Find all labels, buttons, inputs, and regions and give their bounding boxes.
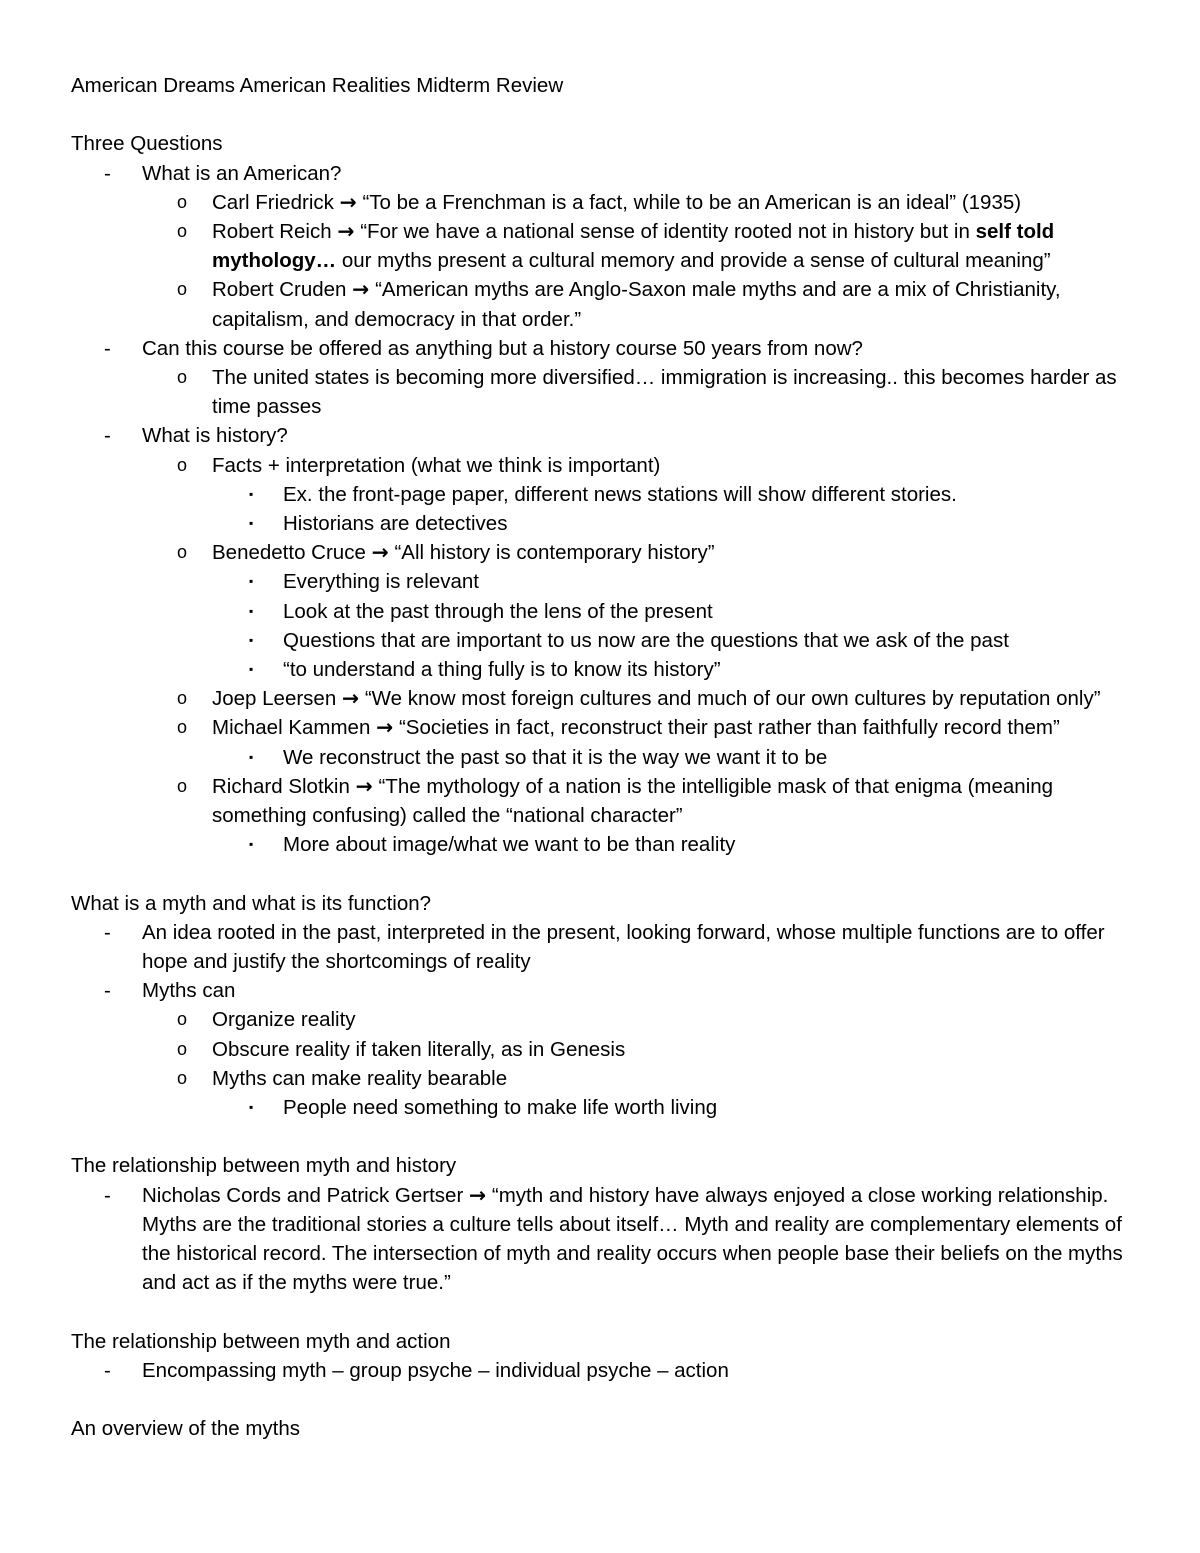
item-text: Organize reality bbox=[212, 1008, 356, 1032]
myth-action-list bbox=[71, 1356, 1140, 1385]
person-name: Carl Friedrick bbox=[212, 190, 334, 214]
arrow-icon: → bbox=[355, 773, 373, 798]
person-name: Richard Slotkin bbox=[212, 774, 350, 798]
list-item bbox=[71, 217, 1140, 275]
list-item bbox=[71, 334, 1140, 363]
item-text: People need something to make life worth living bbox=[283, 1096, 718, 1120]
myth-function-list bbox=[71, 918, 1140, 1122]
list-item bbox=[71, 1356, 1140, 1385]
section-heading-myth-function: What is a myth and what is its function? bbox=[71, 891, 432, 915]
quote-text: “All history is contemporary history” bbox=[394, 541, 715, 565]
list-item bbox=[71, 1181, 1140, 1298]
list-item bbox=[71, 567, 1140, 596]
dash-marker: - bbox=[104, 1183, 111, 1207]
blank-line bbox=[71, 1122, 1140, 1151]
list-item bbox=[71, 451, 1140, 480]
item-text: Ex. the front-page paper, different news stations will show different stories. bbox=[283, 482, 957, 506]
square-marker: ▪ bbox=[249, 662, 254, 677]
list-item bbox=[71, 421, 1140, 450]
arrow-icon: → bbox=[371, 540, 389, 565]
list-item bbox=[71, 363, 1140, 421]
person-name: Joep Leersen bbox=[212, 687, 337, 711]
list-item bbox=[71, 1064, 1140, 1093]
circle-marker: o bbox=[177, 1038, 188, 1059]
quote-text: “Societies in fact, reconstruct their past rather than faithfully record them” bbox=[398, 716, 1060, 740]
dash-marker: - bbox=[104, 1358, 111, 1382]
item-text: Facts + interpretation (what we think is important) bbox=[212, 453, 661, 477]
blank-line bbox=[71, 859, 1140, 888]
list-item bbox=[71, 597, 1140, 626]
section-heading-myth-action: The relationship between myth and action bbox=[71, 1329, 451, 1353]
list-item bbox=[71, 830, 1140, 859]
arrow-icon: → bbox=[339, 189, 357, 214]
myth-history-list bbox=[71, 1181, 1140, 1298]
blank-line bbox=[71, 1385, 1140, 1414]
list-item bbox=[71, 275, 1140, 333]
quote-text: “For we have a national sense of identity rooted not in history but in bbox=[360, 220, 976, 243]
item-text: Can this course be offered as anything but a history course 50 years from now? bbox=[142, 336, 863, 360]
list-item bbox=[71, 1093, 1140, 1122]
circle-marker: o bbox=[177, 454, 188, 475]
person-name: Robert Reich bbox=[212, 220, 332, 243]
item-text: Questions that are important to us now are the questions that we ask of the past bbox=[283, 628, 1009, 652]
quote-text: our myths present a cultural memory and provide a sense of cultural meaning” bbox=[336, 249, 1051, 273]
arrow-icon: → bbox=[337, 219, 355, 243]
circle-marker: o bbox=[177, 1009, 188, 1030]
square-marker: ▪ bbox=[249, 1100, 254, 1115]
item-text: An idea rooted in the past, interpreted in the present, looking forward, whose multiple functions are to offer hope and justify the shortcomings of reality bbox=[142, 920, 1105, 974]
item-text: We reconstruct the past so that it is the way we want it to be bbox=[283, 745, 828, 769]
list-item bbox=[71, 655, 1140, 684]
list-item bbox=[71, 626, 1140, 655]
item-text: Myths can bbox=[142, 979, 236, 1003]
quote-text: “To be a Frenchman is a fact, while to be an American is an ideal” (1935) bbox=[362, 190, 1022, 214]
dash-marker: - bbox=[104, 336, 111, 360]
person-name: Michael Kammen bbox=[212, 716, 371, 740]
item-text: Look at the past through the lens of the present bbox=[283, 599, 713, 623]
circle-marker: o bbox=[177, 688, 188, 709]
list-item bbox=[71, 509, 1140, 538]
quote-text: “We know most foreign cultures and much of our own cultures by reputation only” bbox=[364, 687, 1101, 711]
person-name: Robert Cruden bbox=[212, 278, 347, 302]
circle-marker: o bbox=[177, 1067, 188, 1088]
quote-bold-text: self told mythology… bbox=[212, 220, 1055, 273]
square-marker: ▪ bbox=[249, 516, 254, 531]
item-text: Obscure reality if taken literally, as in Genesis bbox=[212, 1037, 626, 1061]
dash-marker: - bbox=[104, 161, 111, 185]
item-text: More about image/what we want to be than reality bbox=[283, 833, 736, 857]
item-text: The united states is becoming more diversified… immigration is increasing.. this becomes harder as time passes bbox=[212, 366, 1117, 419]
section-heading-overview: An overview of the myths bbox=[71, 1417, 301, 1441]
quote-text: “American myths are Anglo-Saxon male myths and are a mix of Christianity, capitalism, and democracy in that order.” bbox=[212, 278, 1061, 331]
item-text: Encompassing myth – group psyche – individual psyche – action bbox=[142, 1358, 729, 1382]
item-text: What is an American? bbox=[142, 161, 342, 185]
blank-line bbox=[71, 100, 1140, 129]
square-marker: ▪ bbox=[249, 749, 254, 764]
square-marker: ▪ bbox=[249, 603, 254, 618]
list-item bbox=[71, 1035, 1140, 1064]
arrow-icon: → bbox=[352, 277, 370, 302]
item-text: What is history? bbox=[142, 424, 288, 448]
circle-marker: o bbox=[177, 279, 188, 300]
list-item bbox=[71, 538, 1140, 567]
item-text: Historians are detectives bbox=[283, 512, 508, 536]
square-marker: ▪ bbox=[249, 632, 254, 647]
circle-marker: o bbox=[177, 367, 188, 388]
list-item bbox=[71, 1005, 1140, 1034]
three-questions-list bbox=[71, 159, 1140, 860]
square-marker: ▪ bbox=[249, 574, 254, 589]
circle-marker: o bbox=[177, 191, 188, 212]
arrow-icon: → bbox=[341, 686, 360, 711]
list-item bbox=[71, 684, 1140, 713]
person-name: Benedetto Cruce bbox=[212, 541, 366, 565]
circle-marker: o bbox=[177, 542, 188, 563]
dash-marker: - bbox=[104, 424, 111, 448]
person-name: Nicholas Cords and Patrick Gertser bbox=[142, 1183, 464, 1207]
section-heading-three-questions: Three Questions bbox=[71, 132, 223, 156]
item-text: Myths can make reality bearable bbox=[212, 1066, 508, 1090]
list-item bbox=[71, 918, 1140, 976]
list-item bbox=[71, 159, 1140, 188]
list-item bbox=[71, 743, 1140, 772]
quote-text: “The mythology of a nation is the intelligible mask of that enigma (meaning something confusing) called the “national character” bbox=[212, 774, 1054, 828]
list-item bbox=[71, 480, 1140, 509]
list-item bbox=[71, 772, 1140, 830]
circle-marker: o bbox=[177, 221, 188, 241]
square-marker: ▪ bbox=[249, 837, 254, 852]
arrow-icon: → bbox=[376, 715, 394, 740]
list-item bbox=[71, 976, 1140, 1005]
list-item bbox=[71, 188, 1140, 217]
dash-marker: - bbox=[104, 979, 111, 1003]
circle-marker: o bbox=[177, 775, 188, 796]
square-marker: ▪ bbox=[249, 486, 254, 501]
list-item bbox=[71, 713, 1140, 742]
item-text: Everything is relevant bbox=[283, 570, 479, 594]
dash-marker: - bbox=[104, 920, 111, 944]
circle-marker: o bbox=[177, 717, 188, 738]
quote-text: “myth and history have always enjoyed a close working relationship. Myths are the traditional stories a culture tells about itself… Myth and reality are complementary elements of the historical record. The intersection of myth and reality occurs when people base their beliefs on the myths and act as if the myths were true.” bbox=[142, 1183, 1123, 1295]
item-text: “to understand a thing fully is to know its history” bbox=[283, 658, 721, 682]
document-title: American Dreams American Realities Midterm Review bbox=[71, 74, 564, 97]
arrow-icon: → bbox=[469, 1182, 487, 1207]
blank-line bbox=[71, 1297, 1140, 1326]
section-heading-myth-history: The relationship between myth and history bbox=[71, 1154, 457, 1178]
